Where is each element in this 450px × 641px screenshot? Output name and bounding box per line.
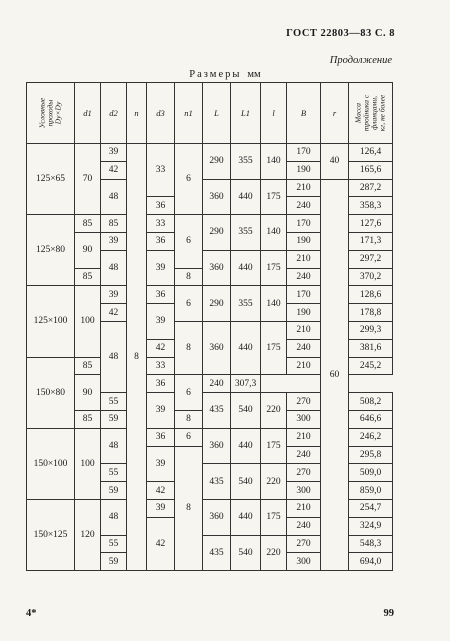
cell-mass: 171,3 [349, 232, 393, 250]
cell-d1: 70 [75, 144, 101, 215]
cell-d2: 59 [101, 482, 127, 500]
cell-B: 240 [287, 446, 321, 464]
cell-d3: 39 [147, 393, 175, 429]
dimensions-table [26, 82, 393, 571]
cell-mass: 295,8 [349, 446, 393, 464]
cell-mass: 299,3 [349, 321, 393, 339]
cell-l: 175 [261, 428, 287, 464]
cell-mass: 297,2 [349, 250, 393, 268]
cell-d2: 39 [101, 286, 127, 304]
cell-d2: 42 [101, 304, 127, 322]
cell-d3: 33 [147, 357, 175, 375]
cell-mass: 254,7 [349, 499, 393, 517]
cell-d3: 36 [147, 232, 175, 250]
cell-d2: 39 [101, 144, 127, 162]
cell-B: 190 [287, 161, 321, 179]
cell-d2: 55 [101, 464, 127, 482]
cell-L: 360 [203, 428, 231, 464]
footer-left-mark: 4* [26, 608, 37, 619]
cell-L: 290 [203, 215, 231, 251]
cell-B: 270 [287, 464, 321, 482]
cell-L1: 540 [231, 464, 261, 500]
cell-mass: 287,2 [349, 179, 393, 197]
cell-d3: 36 [147, 197, 175, 215]
cell-d1: 90 [75, 375, 101, 411]
cell-L: 360 [203, 179, 231, 215]
cell-mass: 859,0 [349, 482, 393, 500]
cell-L: 290 [203, 144, 231, 180]
table-caption [0, 69, 450, 80]
cell-d2: 59 [101, 410, 127, 428]
cell-B: 240 [287, 339, 321, 357]
cell-d1: 100 [75, 428, 101, 499]
cell-d3: 42 [147, 339, 175, 357]
cell-d3: 36 [147, 375, 175, 393]
cell-L: 360 [203, 250, 231, 286]
cell-d1: 90 [75, 232, 101, 268]
cell-L: 435 [203, 464, 231, 500]
cell-passage: 150×80 [27, 357, 75, 428]
col-header-n: n [127, 83, 147, 144]
continuation-label: Продолжение [329, 55, 392, 66]
cell-B: 300 [287, 482, 321, 500]
cell-B: 190 [287, 232, 321, 250]
cell-d1: 85 [75, 357, 101, 375]
cell-d3: 36 [147, 286, 175, 304]
page-number: 99 [383, 608, 394, 619]
col-header-d2: d2 [101, 83, 127, 144]
cell-B: 240 [287, 517, 321, 535]
cell-d2: 42 [101, 161, 127, 179]
cell-B: 210 [287, 179, 321, 197]
cell-d1: 85 [75, 215, 101, 233]
cell-mass: 324,9 [349, 517, 393, 535]
col-header-B: B [287, 83, 321, 144]
cell-L1: 355 [231, 215, 261, 251]
cell-L: 360 [203, 321, 231, 374]
col-header-l: l [261, 83, 287, 144]
cell-d3: 36 [147, 428, 175, 446]
cell-mass: 381,6 [349, 339, 393, 357]
cell-l: 175 [261, 250, 287, 286]
cell-L: 290 [203, 286, 231, 322]
cell-L1: 440 [231, 250, 261, 286]
cell-L1: 540 [231, 535, 261, 571]
cell-B: 270 [287, 535, 321, 553]
cell-B: 270 [287, 393, 321, 411]
cell-L: 360 [203, 499, 231, 535]
col-header-d1: d1 [75, 83, 101, 144]
col-header-d3: d3 [147, 83, 175, 144]
cell-L1: 355 [231, 286, 261, 322]
col-header-mass: Масса тройника с фланцами, кг, не более [349, 83, 393, 144]
cell-passage: 150×100 [27, 428, 75, 499]
cell-n: 8 [127, 144, 147, 571]
cell-d2: 85 [101, 215, 127, 233]
cell-d2: 48 [101, 321, 127, 392]
cell-B: 170 [287, 286, 321, 304]
cell-d3: 33 [147, 144, 175, 197]
table-row [27, 144, 393, 162]
cell-passage: 150×125 [27, 499, 75, 570]
col-header-L1: L1 [231, 83, 261, 144]
header-row [27, 83, 393, 144]
cell-B: 240 [287, 197, 321, 215]
cell-B: 240 [287, 268, 321, 286]
cell-B: 210 [287, 499, 321, 517]
cell-n1: 6 [175, 375, 203, 411]
cell-B: 210 [287, 321, 321, 339]
cell-L1: 440 [231, 179, 261, 215]
cell-n1: 8 [175, 410, 203, 428]
cell-d3: 39 [147, 250, 175, 286]
cell-n1: 8 [175, 268, 203, 286]
cell-l: 140 [261, 286, 287, 322]
cell-n1: 6 [175, 215, 203, 268]
cell-d2: 55 [101, 393, 127, 411]
cell-mass: 509,0 [349, 464, 393, 482]
cell-L1: 540 [231, 393, 261, 429]
cell-n1: 8 [175, 446, 203, 571]
cell-mass: 307,3 [231, 375, 261, 393]
cell-mass: 508,2 [349, 393, 393, 411]
cell-n1: 6 [175, 428, 203, 446]
cell-L: 435 [203, 393, 231, 429]
cell-L1: 440 [231, 499, 261, 535]
cell-B: 300 [287, 553, 321, 571]
cell-d1: 85 [75, 410, 101, 428]
col-header-r: r [321, 83, 349, 144]
cell-d2: 48 [101, 499, 127, 535]
cell-d2: 48 [101, 179, 127, 215]
cell-mass: 358,3 [349, 197, 393, 215]
cell-mass: 646,6 [349, 410, 393, 428]
cell-passage: 125×80 [27, 215, 75, 286]
standard-header: ГОСТ 22803—83 С. 8 [286, 28, 395, 39]
cell-d3: 39 [147, 446, 175, 482]
cell-mass: 246,2 [349, 428, 393, 446]
cell-mass: 178,8 [349, 304, 393, 322]
cell-d3: 42 [147, 517, 175, 570]
col-header-L: L [203, 83, 231, 144]
cell-d1: 100 [75, 286, 101, 357]
cell-l: 175 [261, 179, 287, 215]
cell-L: 435 [203, 535, 231, 571]
cell-d1: 85 [75, 268, 101, 286]
cell-l: 220 [261, 535, 287, 571]
cell-d2: 48 [101, 428, 127, 464]
caption-title: Размеры [189, 69, 242, 80]
cell-l: 175 [261, 499, 287, 535]
cell-n1: 8 [175, 321, 203, 374]
cell-mass: 548,3 [349, 535, 393, 553]
cell-L1: 440 [231, 321, 261, 374]
cell-l: 140 [261, 144, 287, 180]
cell-l: 175 [261, 321, 287, 374]
cell-B: 190 [287, 304, 321, 322]
cell-d3: 42 [147, 482, 175, 500]
cell-B: 170 [287, 215, 321, 233]
cell-l: 140 [261, 215, 287, 251]
cell-mass: 128,6 [349, 286, 393, 304]
cell-d3: 39 [147, 499, 175, 517]
cell-d1: 120 [75, 499, 101, 570]
cell-mass: 165,6 [349, 161, 393, 179]
cell-r: 40 [321, 144, 349, 180]
cell-d3: 39 [147, 304, 175, 340]
cell-L1: 355 [231, 144, 261, 180]
cell-B: 210 [287, 428, 321, 446]
cell-d3: 33 [147, 215, 175, 233]
cell-l: 220 [261, 464, 287, 500]
cell-passage: 125×100 [27, 286, 75, 357]
col-header-n1: n1 [175, 83, 203, 144]
cell-d2: 55 [101, 535, 127, 553]
cell-n1: 6 [175, 286, 203, 322]
cell-r: 60 [321, 179, 349, 571]
cell-mass: 370,2 [349, 268, 393, 286]
cell-mass: 126,4 [349, 144, 393, 162]
cell-d2: 39 [101, 232, 127, 250]
cell-B: 170 [287, 144, 321, 162]
cell-B: 210 [287, 250, 321, 268]
cell-mass: 694,0 [349, 553, 393, 571]
cell-l: 220 [261, 393, 287, 429]
cell-L1: 440 [231, 428, 261, 464]
cell-B: 210 [287, 357, 321, 375]
cell-B: 300 [287, 410, 321, 428]
caption-unit: мм [247, 69, 261, 80]
col-header-passage: Условные проходы Dy×Dy [27, 83, 75, 144]
cell-mass: 127,6 [349, 215, 393, 233]
cell-d2: 48 [101, 250, 127, 286]
cell-d2: 59 [101, 553, 127, 571]
cell-n1: 6 [175, 144, 203, 215]
cell-mass: 245,2 [349, 357, 393, 375]
cell-B: 240 [203, 375, 231, 393]
cell-passage: 125×65 [27, 144, 75, 215]
